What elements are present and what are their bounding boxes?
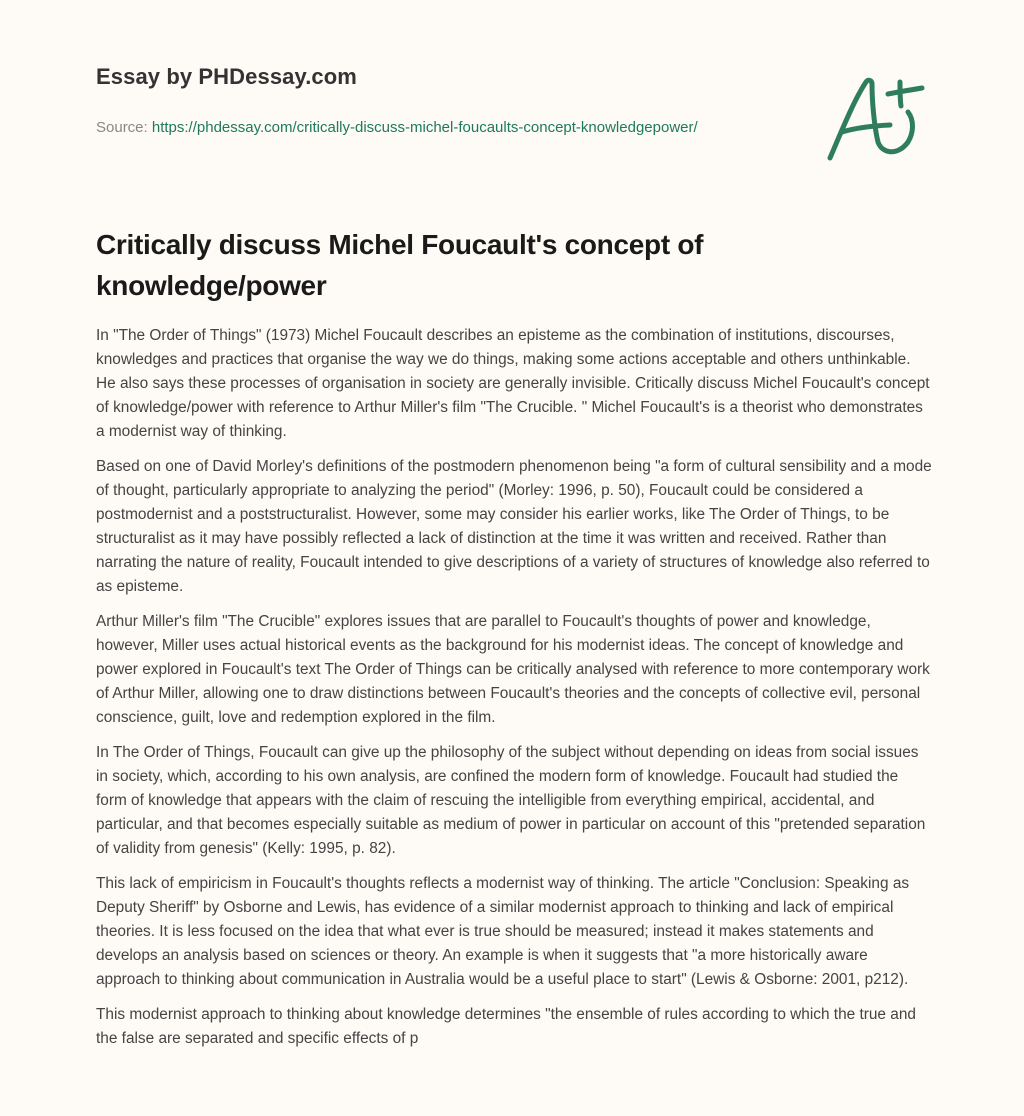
source-link[interactable]: https://phdessay.com/critically-discuss-michel-foucaults-concept-knowledgepower/: [151, 119, 698, 136]
source-line: [96, 116, 736, 140]
source-label: Source:: [96, 119, 152, 136]
paragraph: In The Order of Things, Foucault can give up the philosophy of the subject without depending on ideas from social issues in society, which, according to his own analysis, are confined the modern form of knowledge. Foucault had studied the form of knowledge that appears with the claim of rescuing the intelligible from everything empirical, accidental, and particular, and that becomes especially suitable as medium of power in particular on account of this "pretended separation of validity from genesis" (Kelly: 1995, p. 82).: [96, 744, 926, 857]
paragraph: This modernist approach to thinking about knowledge determines "the ensemble of rules according to which the true and the false are separated and specific effects of p: [96, 1006, 916, 1047]
paragraph: In "The Order of Things" (1973) Michel Foucault describes an episteme as the combination of institutions, discourses, knowledges and practices that organise the way we do things, making some actions acceptable and others unthinkable. He also says these processes of organisation in society are generally invisible. Critically discuss Michel Foucault's concept of knowledge/power with reference to Arthur Miller's film "The Crucible. " Michel Foucault's is a theorist who demonstrates a modernist way of thinking.: [96, 327, 930, 440]
paragraph: Based on one of David Morley's definitions of the postmodern phenomenon being "a form of cultural sensibility and a mode of thought, particularly appropriate to analyzing the period" (Morley: 1996, p. 50), Foucault could be considered a postmodernist and a poststructuralist. However, some may consider his earlier works, like The Order of Things, to be structuralist as it may have possibly reflected a lack of distinction at the time it was written and received. Rather than narrating the nature of reality, Foucault intended to give descriptions of a variety of structures of knowledge also referred to as episteme.: [96, 458, 932, 595]
header: [96, 60, 736, 140]
paragraph: This lack of empiricism in Foucault's thoughts reflects a modernist way of thinking. The article "Conclusion: Speaking as Deputy Sheriff" by Osborne and Lewis, has evidence of a similar modernist approach to thinking and lack of empirical theories. It is less focused on the idea that what ever is true should be measured; instead it makes statements and develops an analysis based on sciences or theory. An example is when it suggests that "a more historically aware approach to thinking about communication in Australia would be a useful place to start" (Lewis & Osborne: 2001, p212).: [96, 875, 910, 988]
a-plus-grade-icon: [820, 70, 930, 165]
paragraph: Arthur Miller's film "The Crucible" explores issues that are parallel to Foucault's thoughts of power and knowledge, however, Miller uses actual historical events as the background for his modernist ideas. The concept of knowledge and power explored in Foucault's text The Order of Things can be critically analysed with reference to more contemporary work of Arthur Miller, allowing one to draw distinctions between Foucault's theories and the concepts of collective evil, personal conscience, guilt, love and redemption explored in the film.: [96, 613, 930, 726]
article-body: [96, 324, 932, 1062]
site-title: Essay by PHDessay.com: [96, 64, 357, 89]
article-title: Critically discuss Michel Foucault's concept of knowledge/power: [96, 229, 704, 301]
